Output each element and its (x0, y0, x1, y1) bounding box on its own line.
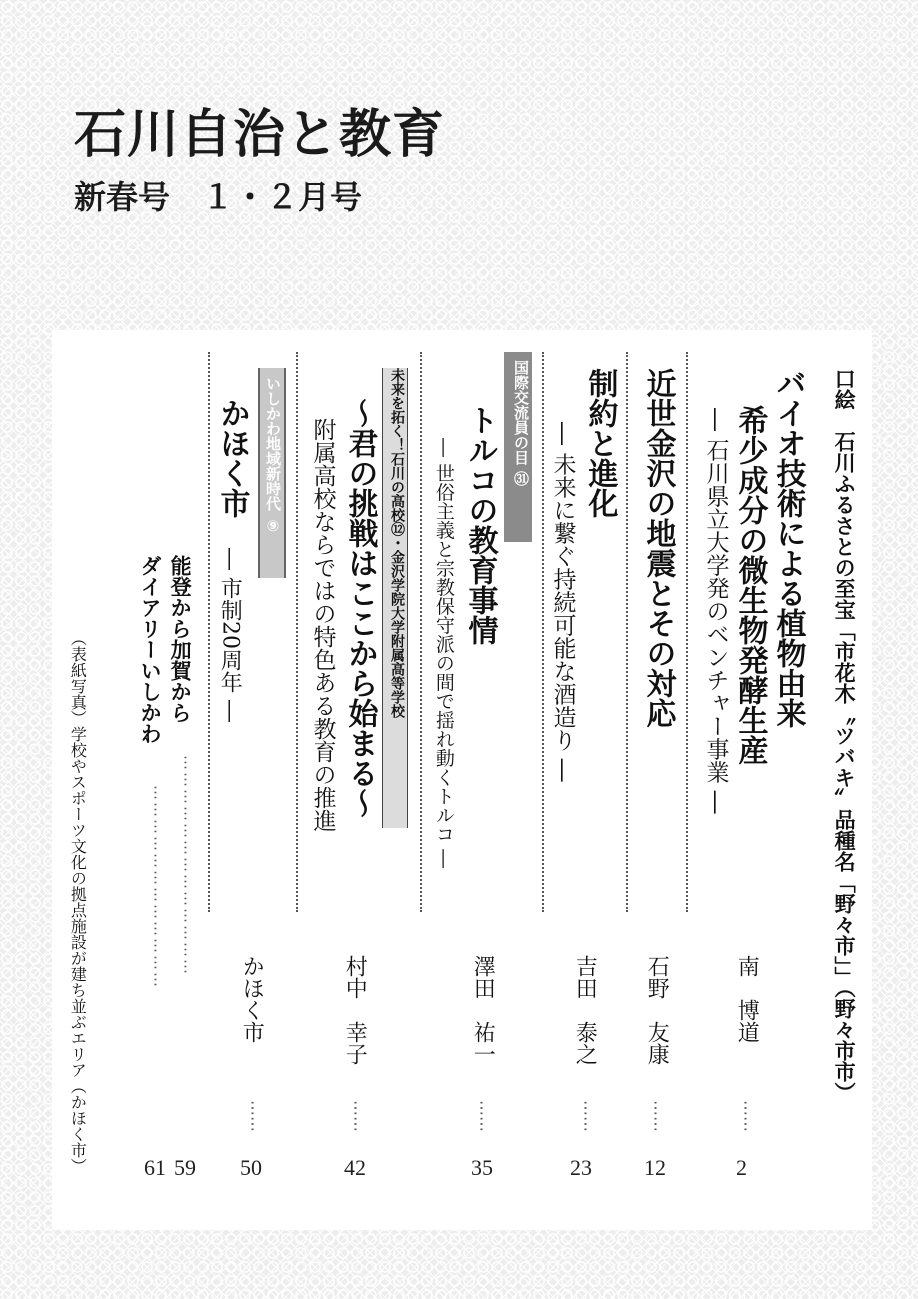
article-subtitle: ― 市制20周年 ― (217, 548, 243, 722)
toc-leader: ……………………………… (150, 785, 169, 989)
page-number: 2 (736, 1155, 747, 1180)
toc-leader: …… (350, 1100, 370, 1132)
article-author: 村中 幸子 (342, 955, 368, 1065)
article-title-line[interactable]: ～君の挑戦はここから始まる～ (342, 398, 378, 818)
toc-leader: …… (247, 1100, 267, 1132)
article-subtitle: ― 世俗主義と宗教保守派の間で揺れ動くトルコ ― (432, 438, 455, 869)
toc-leader: …… (476, 1100, 496, 1132)
article-subtitle: ― 未来に繋ぐ持続可能な酒造り ― (549, 422, 576, 782)
article-author: 澤田 祐一 (470, 955, 496, 1065)
page-number: 23 (570, 1155, 592, 1180)
article-title-line[interactable]: 希少成分の微生物発酵生産 (732, 405, 768, 765)
article-subtitle: 附属高校ならではの特色ある教育の推進 (309, 418, 336, 832)
column-divider (420, 352, 422, 912)
article-title-line[interactable]: かほく市 (214, 398, 250, 518)
toc-leader: …… (580, 1100, 600, 1132)
series-badge: 国際交流員の目㉛ (504, 352, 532, 542)
issue-label: 新春号 １・２月号 (74, 178, 363, 216)
page-number: 59 (174, 1155, 196, 1180)
article-author: 吉田 泰之 (572, 955, 598, 1065)
toc-item[interactable]: ダイアリーいしかわ (138, 555, 163, 744)
column-divider (686, 352, 688, 912)
column-divider (208, 352, 210, 912)
toc-leader: ………………………………… (180, 755, 199, 976)
page-number: 61 (144, 1155, 166, 1180)
toc-leader: …… (650, 1100, 670, 1132)
series-badge: いしかわ地域新時代⑨ (258, 368, 286, 578)
article-title-line[interactable]: バイオ技術による植物由来 (770, 368, 806, 728)
article-title-line[interactable]: トルコの教育事情 (462, 405, 498, 645)
toc-item[interactable]: 能登から加賀から (168, 555, 193, 723)
cover-photo-note: （表紙写真）学校やスポーツ文化の拠点施設が建ち並ぶエリア（かほく市） (68, 630, 88, 1174)
article-title-line[interactable]: 近世金沢の地震とその対応 (640, 368, 676, 728)
article-title-line[interactable]: 制約と進化 (582, 368, 618, 518)
page-number: 50 (240, 1155, 262, 1180)
page-number: 35 (471, 1155, 493, 1180)
page-number: 12 (644, 1155, 666, 1180)
column-divider (626, 352, 628, 912)
toc-leader: …… (740, 1100, 760, 1132)
article-author: 石野 友康 (644, 955, 670, 1065)
column-divider (542, 352, 544, 912)
contents-panel (52, 330, 872, 1230)
frontispiece-line: 口絵 石川ふるさとの至宝「市花木〝ツバキ〟品種名「野々市」」（野々市市） (832, 368, 857, 1103)
magazine-title: 石川自治と教育 (74, 105, 446, 165)
article-author: 南 博道 (734, 955, 760, 1043)
article-author: かほく市 (239, 955, 265, 1043)
column-divider (296, 352, 298, 912)
series-badge: 未来を拓く！石川の高校⑫・金沢学院大学附属高等学校 (382, 368, 408, 828)
article-subtitle: ― 石川県立大学発のベンチャー事業 ― (702, 408, 729, 814)
page-number: 42 (344, 1155, 366, 1180)
